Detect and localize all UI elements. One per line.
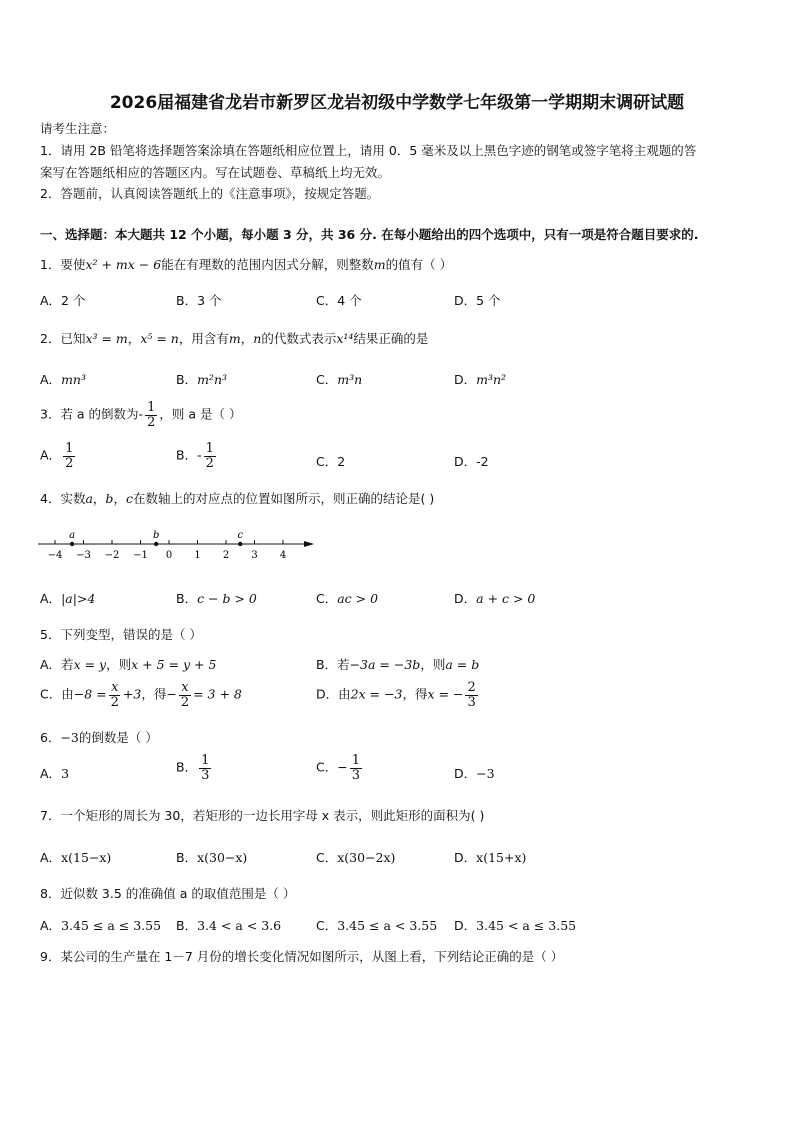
q4-var-c: c	[125, 491, 133, 506]
question-5: 5．下列变型，错误的是（ ）	[40, 627, 202, 642]
q4-pre: 4．实数	[40, 491, 86, 506]
q5-b-e1: −3a = −3b	[349, 657, 421, 672]
q2-mid: ，用含有	[178, 331, 229, 346]
q4-letter-c: C．	[316, 591, 338, 606]
q5-c-num1: x	[111, 680, 119, 695]
q8-value-a: 3.45 ≤ a ≤ 3.55	[61, 918, 162, 933]
exam-title: 2026届福建省龙岩市新罗区龙岩初级中学数学七年级第一学期期末调研试题	[109, 93, 685, 113]
section-heading: 一、选择题：本大题共 12 个小题，每小题 3 分，共 36 分. 在每小题给出的四个选项中，只有一项是符合题目要求的.	[40, 227, 699, 242]
q2-value-a: mn³	[61, 372, 86, 387]
q7-letter-c: C．	[316, 850, 338, 865]
q3-frac-num: 1	[147, 400, 156, 415]
question-7: 7．一个矩形的周长为 30，若矩形的一边长用字母 x 表示，则此矩形的面积为( )	[40, 808, 485, 823]
q7-value-a: x(15−x)	[61, 850, 112, 865]
q2-v2: n	[253, 331, 262, 346]
q6-option-d	[454, 764, 495, 782]
q5-d-frac	[465, 681, 477, 709]
q5-option-b	[316, 655, 479, 673]
q5-d-mid: ，得	[402, 686, 428, 702]
q1-expr: x² + mx − 6	[85, 257, 162, 272]
q4-comma-1: ，	[92, 491, 106, 506]
q3-a-den: 2	[65, 455, 74, 471]
q5-b-pre: B．若	[316, 657, 350, 672]
notice-line-1b: 案写在答题纸相应的答题区内。写在试题卷、草稿纸上均无效。	[40, 165, 391, 180]
q2-post: 结果正确的是	[353, 331, 429, 346]
q2-value-b: m²n³	[197, 372, 228, 387]
q5-b-mid: ，则	[420, 657, 446, 672]
q7-option-a	[40, 848, 111, 866]
q5-c-e2b: = 3 + 8	[193, 686, 242, 702]
q5-d-e2: x = −	[427, 686, 464, 702]
q6-value-a: 3	[61, 766, 70, 781]
q6-c-den: 3	[351, 767, 360, 783]
q8-value-d: 3.45 < a ≤ 3.55	[476, 918, 577, 933]
q6-expr: −3	[60, 730, 79, 745]
question-8: 8．近似数 3.5 的准确值 a 的取值范围是（ ）	[40, 886, 296, 901]
q8-option-c	[316, 916, 437, 934]
q2-v1: m	[228, 331, 241, 346]
q3-a-num: 1	[65, 441, 74, 456]
q6-c-fraction	[350, 754, 362, 782]
q2-c: ，	[240, 331, 254, 346]
q5-c-mid: ，得	[141, 686, 167, 702]
q6-letter-d: D．	[454, 766, 477, 781]
q5-a-e1: x = y	[73, 657, 107, 672]
tick-label: 0	[165, 550, 173, 561]
question-6	[40, 728, 158, 746]
q5-c-den2: 2	[180, 694, 190, 710]
q5-c-e1a: −8 =	[73, 686, 107, 702]
notice-line-1a: 1．请用 2B 铅笔将选择题答案涂填在答题纸相应位置上，请用 0．5 毫米及以上黑色字迹的钢笔或签字笔将主观题的答	[40, 143, 697, 158]
q5-option-d	[316, 681, 480, 709]
q2-sep: ，	[127, 331, 141, 346]
q2-e1: x³ = m	[85, 331, 128, 346]
q3-a-fraction	[63, 442, 75, 470]
q5-a-mid: ，则	[106, 657, 132, 672]
q1-option-b: B．3 个	[176, 293, 222, 308]
q7-value-c: x(30−2x)	[337, 850, 396, 865]
tick-label: 3	[251, 550, 258, 561]
q2-e2: x⁵ = n	[140, 331, 179, 346]
q6-value-d: −3	[476, 766, 495, 781]
q8-letter-b: B．	[176, 918, 198, 933]
q6-letter-b: B．	[176, 759, 198, 775]
tick-label: −1	[133, 550, 148, 561]
notice-heading: 请考生注意：	[40, 121, 116, 136]
point-label-c: c	[237, 530, 244, 541]
q7-letter-a: A．	[40, 850, 62, 865]
point-label-b: b	[152, 530, 160, 541]
q2-option-c	[316, 370, 362, 388]
q2-letter-b: B．	[176, 372, 198, 387]
q4-var-b: b	[105, 491, 114, 506]
q5-d-e1: 2x = −3	[350, 686, 403, 702]
tick-label: 1	[194, 550, 201, 561]
q3-post: ，则 a 是（ ）	[159, 406, 242, 422]
q6-b-fraction	[199, 754, 211, 782]
q5-c-pre: C．由	[40, 686, 74, 702]
tick-label: −2	[104, 550, 120, 561]
q3-option-b	[176, 442, 218, 470]
number-line-arrow	[304, 541, 314, 547]
number-line-ticks	[48, 540, 287, 561]
q8-letter-c: C．	[316, 918, 338, 933]
q4-letter-d: D．	[454, 591, 477, 606]
point-b	[154, 542, 158, 546]
q6-b-num: 1	[201, 753, 210, 768]
question-3	[40, 401, 241, 429]
q5-c-frac2	[179, 681, 191, 709]
q3-letter-b: B．-	[176, 447, 202, 463]
q7-value-d: x(15+x)	[476, 850, 527, 865]
q8-value-b: 3.4 < a < 3.6	[197, 918, 282, 933]
q3-frac-den: 2	[147, 414, 156, 430]
tick-label: 2	[222, 550, 230, 561]
q6-option-a	[40, 764, 69, 782]
q4-option-d	[454, 589, 535, 607]
q4-number-line	[30, 522, 330, 564]
q2-option-d	[454, 370, 506, 388]
q6-post: 的倒数是（ ）	[78, 730, 158, 745]
q2-pre: 2．已知	[40, 331, 86, 346]
q2-mid2: 的代数式表示	[261, 331, 337, 346]
point-a	[70, 542, 74, 546]
q5-c-frac1	[109, 681, 121, 709]
tick-label: −4	[47, 550, 63, 561]
q1-option-c: C．4 个	[316, 293, 362, 308]
tick-label: −3	[76, 550, 91, 561]
q2-letter-a: A．	[40, 372, 62, 387]
q5-a-pre: A．若	[40, 657, 74, 672]
q8-option-a	[40, 916, 161, 934]
q5-c-den1: 2	[110, 694, 119, 710]
q2-option-b	[176, 370, 227, 388]
q5-d-num: 2	[467, 680, 476, 695]
q3-option-c: C．2	[316, 454, 346, 469]
q4-letter-b: B．	[176, 591, 198, 606]
q1-option-d: D．5 个	[454, 293, 501, 308]
q5-c-e2a: −	[166, 686, 177, 702]
q4-post: 在数轴上的对应点的位置如图所示，则正确的结论是( )	[132, 491, 435, 506]
point-label-a: a	[69, 530, 76, 541]
q3-letter-a: A．	[40, 447, 62, 463]
q1-post: 能在有理数的范围内因式分解，则整数	[161, 257, 374, 272]
notice-line-2: 2．答题前，认真阅读答题纸上的《注意事项》，按规定答题。	[40, 186, 380, 201]
q4-letter-a: A．	[40, 591, 62, 606]
q7-value-b: x(30−x)	[197, 850, 248, 865]
q5-c-e1b: +3	[122, 686, 142, 702]
q5-d-pre: D．由	[316, 686, 351, 702]
question-1	[40, 255, 452, 273]
q6-option-c	[316, 754, 364, 782]
q3-option-a	[40, 442, 77, 470]
q1-pre: 1．要使	[40, 257, 86, 272]
q6-c-num: 1	[351, 753, 360, 768]
q5-option-a	[40, 655, 216, 673]
q4-var-a: a	[85, 491, 93, 506]
q4-option-c	[316, 589, 378, 607]
q2-option-a	[40, 370, 86, 388]
q5-a-e2: x + 5 = y + 5	[131, 657, 217, 672]
q2-e3: x¹⁴	[336, 331, 354, 346]
q8-option-b	[176, 916, 281, 934]
q3-fraction	[145, 401, 157, 429]
q2-letter-d: D．	[454, 372, 477, 387]
q1-option-a: A．2 个	[40, 293, 86, 308]
q5-b-e2: a = b	[445, 657, 480, 672]
q7-letter-b: B．	[176, 850, 198, 865]
question-2	[40, 329, 428, 347]
q2-value-d: m³n²	[476, 372, 507, 387]
q8-letter-a: A．	[40, 918, 62, 933]
q1-var: m	[373, 257, 386, 272]
q3-b-num: 1	[205, 441, 214, 456]
q8-option-d	[454, 916, 576, 934]
tick-label: 4	[279, 550, 287, 561]
q4-option-b	[176, 589, 257, 607]
q7-option-d	[454, 848, 526, 866]
q3-option-d: D．-2	[454, 454, 489, 469]
q3-b-den: 2	[205, 455, 214, 471]
question-4	[40, 489, 434, 507]
q6-letter-c: C．−	[316, 759, 348, 775]
q3-pre: 3．若 a 的倒数为-	[40, 406, 144, 422]
q6-letter-a: A．	[40, 766, 62, 781]
q4-value-d: a + c > 0	[476, 591, 536, 606]
q4-value-b: c − b > 0	[197, 591, 257, 606]
q4-option-a	[40, 589, 95, 607]
q6-pre: 6．	[40, 730, 61, 745]
q5-option-c	[40, 681, 242, 709]
q5-d-den: 3	[467, 694, 476, 710]
q5-c-num2: x	[181, 680, 189, 695]
q2-value-c: m³n	[337, 372, 363, 387]
q6-option-b	[176, 754, 213, 782]
q4-value-c: ac > 0	[337, 591, 379, 606]
q7-option-b	[176, 848, 247, 866]
q7-letter-d: D．	[454, 850, 477, 865]
q1-tail: 的值有（ ）	[385, 257, 453, 272]
q8-value-c: 3.45 ≤ a < 3.55	[337, 918, 438, 933]
q7-option-c	[316, 848, 395, 866]
q3-b-fraction	[204, 442, 216, 470]
q8-letter-d: D．	[454, 918, 477, 933]
question-9: 9．某公司的生产量在 1－7 月份的增长变化情况如图所示，从图上看，下列结论正确的是（ ）	[40, 949, 564, 964]
q4-value-a: |a|>4	[61, 591, 96, 606]
q6-b-den: 3	[201, 767, 210, 783]
q4-comma-2: ，	[113, 491, 126, 506]
q2-letter-c: C．	[316, 372, 338, 387]
point-c	[238, 542, 242, 546]
